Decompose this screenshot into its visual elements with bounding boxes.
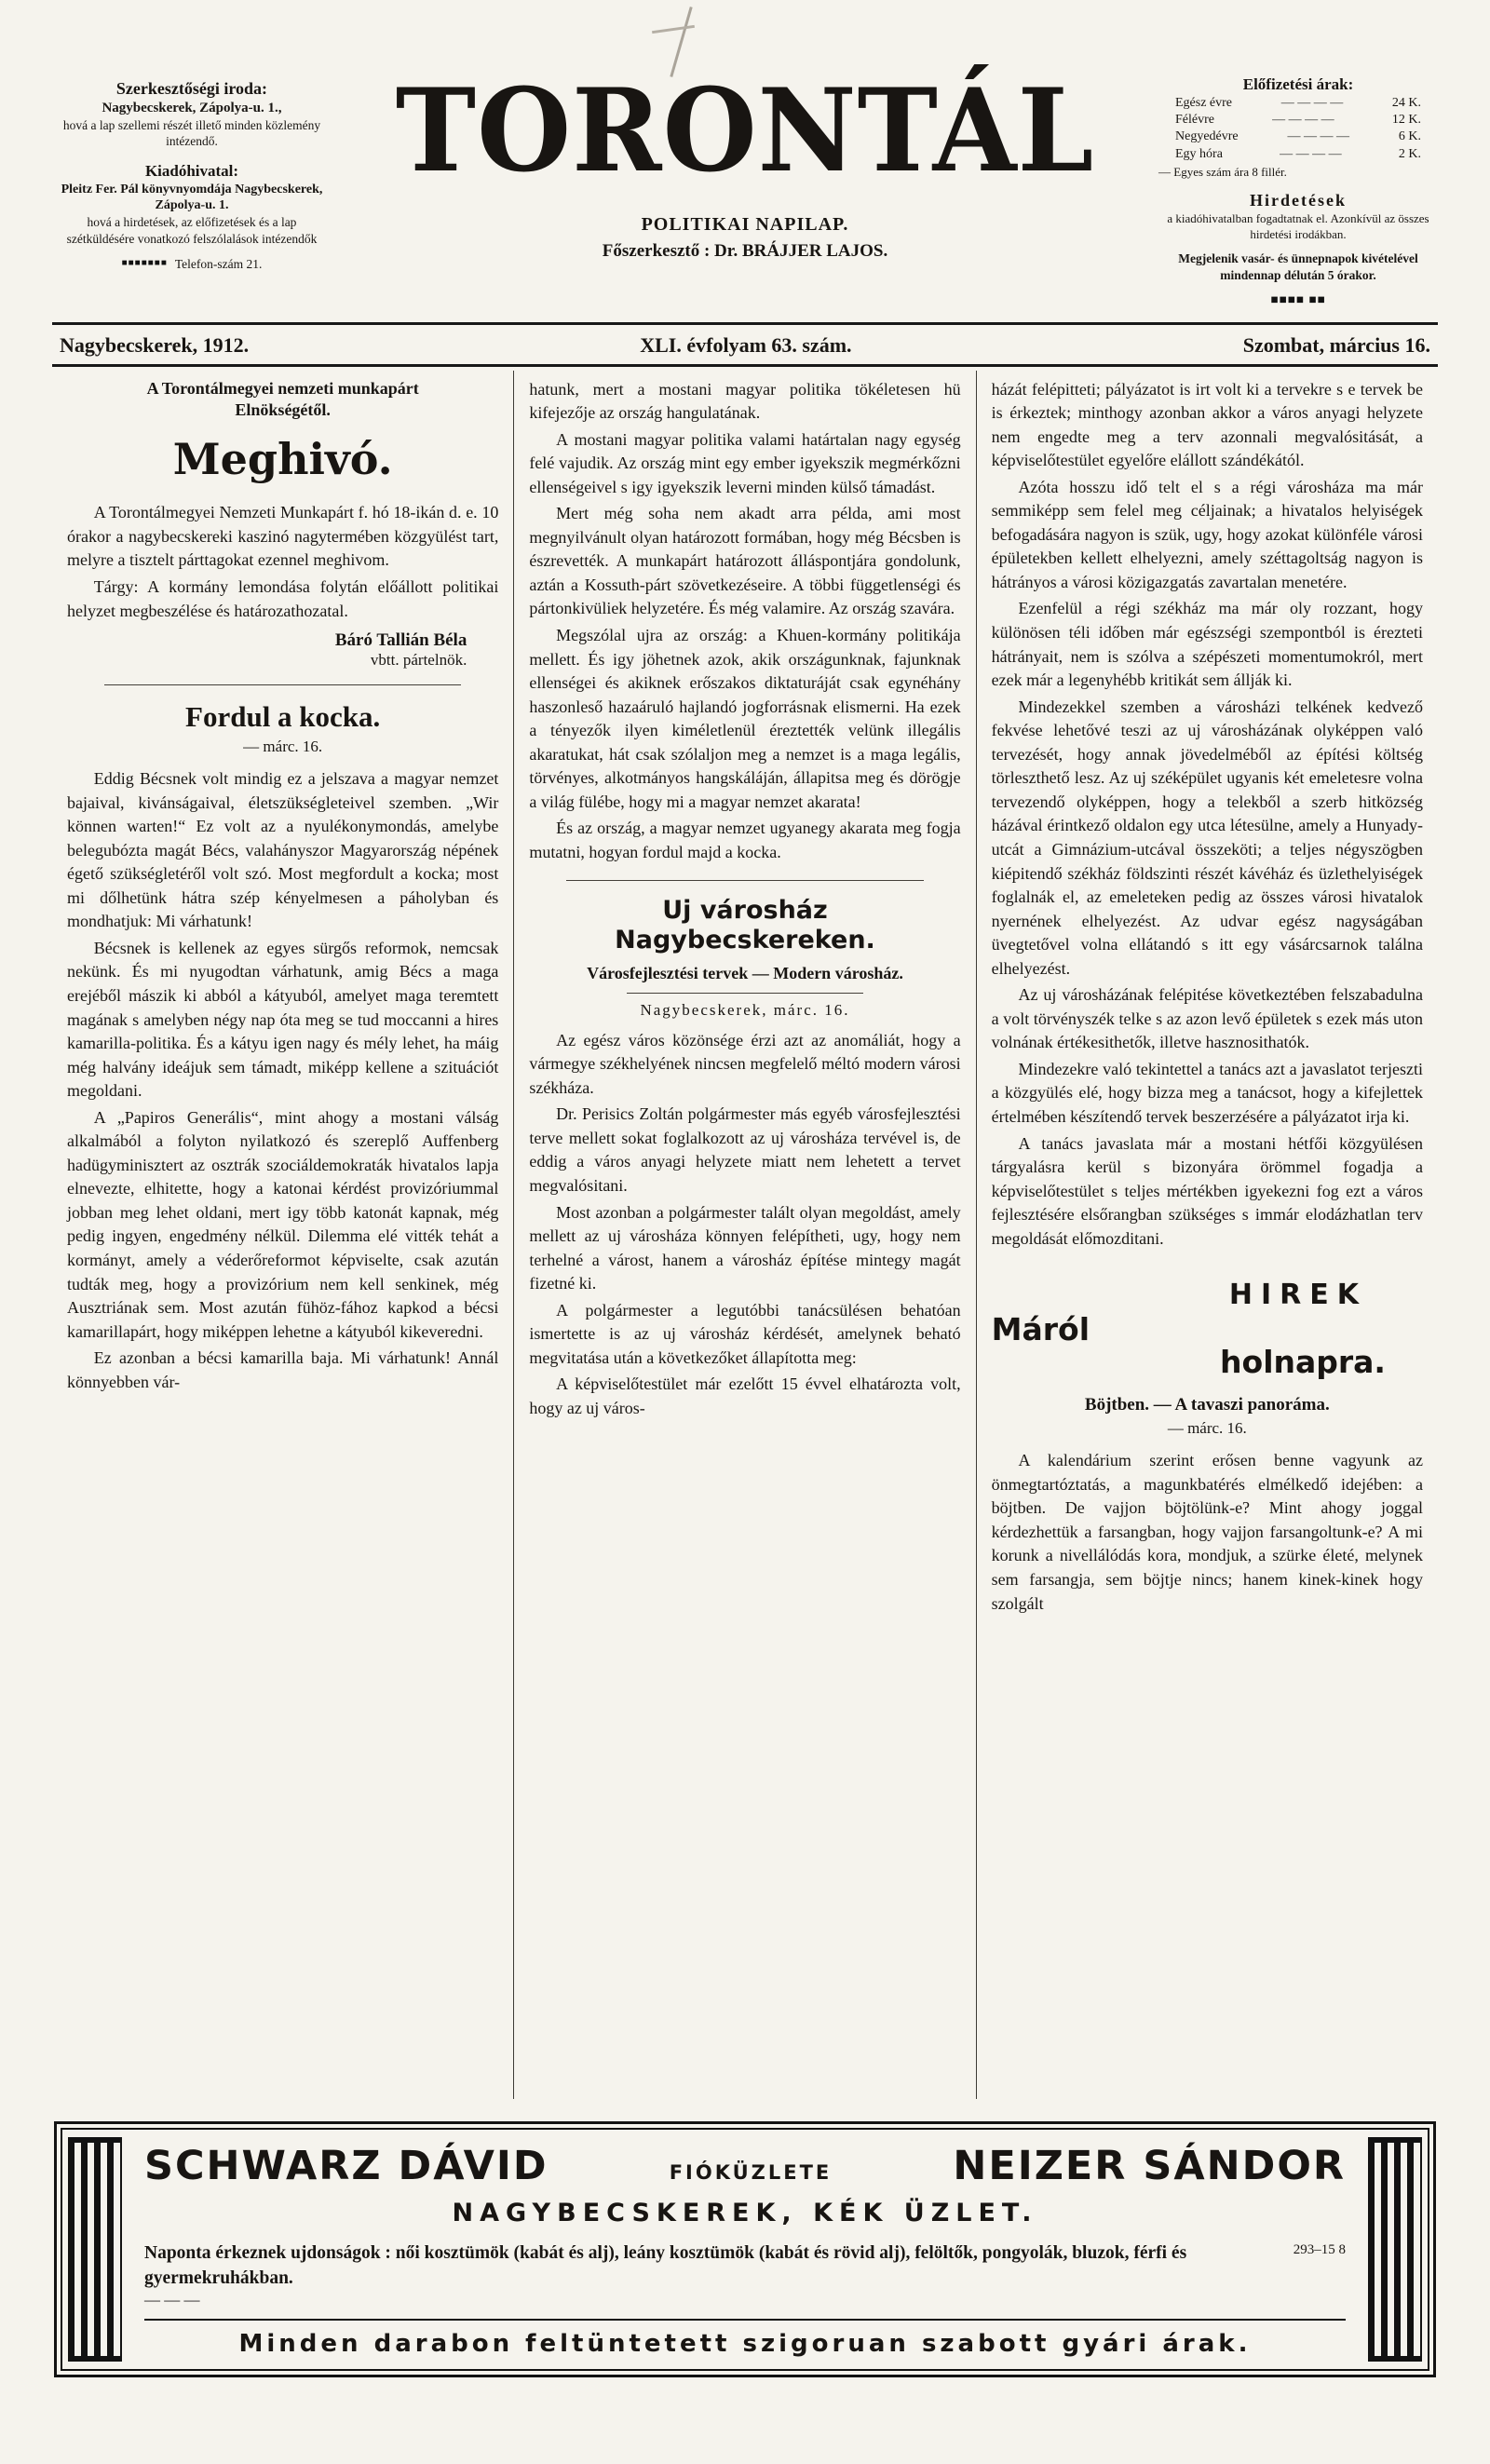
publisher-office-title: Kiadóhivatal: [144,161,239,180]
dateline-date: Szombat, március 16. [1242,332,1430,357]
ad-merchant-name: NEIZER SÁNDOR [953,2142,1346,2189]
paragraph: Megszólal ujra az ország: a Khuen-kormány politikája mellett. És igy jöhetnek azok, akik országunknak, fajunknak ellenségei és akiknek erőszakos diktaturáját csak egynéhány haszonleső hazaáruló hajlandó jogforrásnak elismerni. Ha ezek a tényezők ilyen kiméletlenül éreztették velünk illegális akaratukat, hát csak szólaljon meg a nemzet is a maga legális, törvényes, alkotmányos hangskáláján, állapitsa meg és dörögje a világ fülébe, hogy mi a magyar nemzet akarata! [529,626,961,811]
section-title-hirek: HIREK [1228,1279,1367,1312]
paragraph: A Torontálmegyei Nemzeti Munkapárt f. hó 18-ikán d. e. 10 órakor a nagybecskereki kaszinó nagytermében közgyülést tart, melyre a tisztelt párttagokat ezennel meghivom. [67,503,499,570]
paragraph: A polgármester a legutóbbi tanácsülésen behatóan ismertette is az uj városház kérdését, amelynek beható megvitatása után a következőket állapította meg: [529,1300,961,1367]
dateline-issue: XLI. évfolyam 63. szám. [640,332,852,357]
paragraph: Mert még soha nem akadt arra példa, ami most megnyilvánult olyan határozott formában, hogy még Bécsben is észrevették. A munkapárt határozott álláspontjára gondolunk, aztán a Kossuth-párt szövetkezéseire. A többi függetlenségi és pártonkivüliek helyzetére. És még valamire. Az ország szavára. [529,504,961,618]
signature-name: Báró Tallián Béla [334,630,467,651]
article-columns [52,371,1438,2099]
chief-editor-line: Főszerkesztő : Dr. BRÁJJER LAJOS. [602,241,888,262]
column-1 [52,371,513,2099]
section-subtitle: holnapra. [1220,1344,1386,1381]
price-dashes: — — — — [1280,96,1344,111]
ads-title: Hirdetések [1250,190,1347,210]
masthead-header [52,63,1438,309]
paragraph: Mindezekre való tekintettel a tanács azt a javaslatot terjeszti a közgyülés elé, hogy bizza meg a tanácsot, hogy a kifejlettek értelmében készítendő tervek beszerzésére a pályázatot irja ki. [991,1059,1423,1126]
price-row [1158,129,1438,145]
paragraph: A képviselőtestület már ezelőtt 15 évvel elhatározta volt, hogy az uj város- [529,1374,961,1417]
paragraph: A mostani magyar politika valami határtalan nagy egység felé vajudik. Az ország mint egy ember igyekszik megmérkőzni ellenségeivel s igy igyekszik leverni minden külső támadást. [529,429,961,496]
price-row [1158,95,1438,112]
article-date: — márc. 16. [243,738,323,756]
ad-border-ornament-right [1368,2137,1422,2362]
ad-headline-row [144,2143,1346,2189]
ad-border-ornament-left [68,2137,122,2362]
paragraph: Azóta hosszu idő telt el s a régi városháza ma már semmiképp sem felel meg céljainak; a hivatalos helyiségek befogadására nagyon is szük, ugy, hogy azokat különféle városi épületekben kellett elhelyezni, amely széttagoltság nagyon is hátrányos a városi közigazgatás zavartalan menetére. [991,477,1423,591]
single-copy-price: — Egyes szám ára 8 fillér. [1158,164,1287,179]
ad-merchant-name: SCHWARZ DÁVID [144,2142,549,2189]
telephone-row [52,256,332,272]
publisher-note: hová a hirdetések, az előfizetések és a lap szétküldésére vonatkozó felszólalások intézendők [66,215,318,246]
news-item-date: — márc. 16. [1167,1419,1247,1438]
ads-note: a kiadóhivatalban fogadtatnak el. Azonkívül az összes hirdetési irodákban. [1167,211,1429,242]
article-title: Fordul a kocka. [185,700,381,734]
subscription-box [1158,73,1438,309]
dateline [52,325,1438,364]
newspaper-title: TORONTÁL [395,63,1095,198]
paragraph: Dr. Perisics Zoltán polgármester más egyéb városfejlesztési terve mellett sokat foglalkozott az uj városháza tervével is, de eddig a város anyagi helyzete miatt nem lehetett a tervet megvalósitani. [529,1104,961,1195]
paragraph: És az ország, a magyar nemzet ugyanegy akarata meg fogja mutatni, hogyan fordul majd a kocka. [529,819,961,861]
section-subtitle: Máról [991,1311,1090,1348]
ad-reference-number: 293–15 8 [1293,2241,1346,2257]
editorial-office-note: hová a lap szellemi részét illető minden közlemény intézendő. [62,118,321,149]
price-row [1158,112,1438,129]
ad-branch-label: FIÓKÜZLETE [669,2160,833,2184]
squares-ornament: ■■■■■■■ [121,258,168,269]
price-value: 2 K. [1398,146,1421,161]
editorial-office-box [52,73,332,272]
paragraph: Ez azonban a bécsi kamarilla baja. Mi várhatunk! Annál könnyebben vár- [67,1348,499,1391]
price-label: Félévre [1175,113,1214,128]
squares-ornament: ■■■■ ■■ [1270,292,1326,307]
article-separator [104,684,461,685]
paragraph: Az egész város közönsége érzi azt az anomáliát, hogy a vármegye székhelyének nincsen megfelelő méltó modern városi székháza. [529,1030,961,1097]
meghivo-kicker: A Torontálmegyei nemzeti munkapárt [146,378,419,398]
masthead-center [332,63,1158,262]
price-value: 12 K. [1391,113,1421,128]
subscription-title: Előfizetési árak: [1242,75,1354,93]
article-dateline: Nagybecskerek, márc. 16. [640,1000,850,1019]
column-2 [513,371,975,2099]
price-dashes: — — — — [1280,146,1342,161]
advertisement-box [54,2121,1436,2378]
paragraph: Mindezekkel szemben a városházi telkének kedvező fekvése lehetővé teszi az uj városházának olyképpen való tervezését, hogy annak jövedelméből az építési költség törleszthető lesz. Az uj széképület ugyanis két emeletesre volna tervezendő olyképpen, hogy a telekből a szerb hitközség házával érintkező oldalon egy utca létesülne, amely a Hunyady-utcát a Gimnázium-utcával összeköti; a teljes négyszögben kiépitendő székház földszinti részét kávéház és üzlethelyiségek foglalnák el, az emeleteken pedig az összes városi hivatalok nyernének elhelyezést. Az udvar egész nagyságában üvegtetővel volna ellátandó s itt egy vásárcsarnok találna elhelyezést. [991,697,1423,978]
article-subtitle: Városfejlesztési tervek — Modern városház. [587,964,903,983]
price-dashes: — — — — [1272,113,1334,128]
dateline-place: Nagybecskerek, 1912. [60,332,250,357]
dateline-rule [52,364,1438,367]
subtitle-rule [627,993,864,994]
paragraph: A kalendárium szerint erősen benne vagyunk az önmegtartóztatás, a magunkbatérés elmélkedő idejében: a böjtben. De vajjon böjtölünk-e? Mint ahogy joggal kérdezhettük a farsangban, hogy vajjon farsangoltunk-e? A mi korunk a nivellálódás kora, mondjuk, a szürke életé, melynek sem farsangja, sem böjtje nincs; hanem kinek-kinek hogy szolgált [991,1451,1423,1613]
meghivo-kicker: Elnökségétől. [235,399,331,419]
paragraph: A tanács javaslata már a mostani hétfői közgyülésen tárgyalásra kerül s bizonyára örömmel fogadja a képviselőtestület s teljes mértékben igyekezni fog ezt a város fejlesztésére elsőrangban szükséges s immár elodázhatlan terv megoldását előmozditani. [991,1133,1423,1248]
signature-block [67,630,498,670]
ad-dash-ornament: — — — [144,2291,200,2309]
price-value: 6 K. [1398,129,1421,144]
signature-role: vbtt. pártelnök. [370,651,467,670]
ad-slogan: Minden darabon feltüntetett szigoruan szabott gyári árak. [144,2319,1346,2358]
price-value: 24 K. [1391,96,1421,111]
price-row [1158,146,1438,163]
price-dashes: — — — — [1287,129,1349,144]
editorial-office-title: Szerkesztőségi iroda: [115,79,268,98]
ad-location-line: NAGYBECSKEREK, KÉK ÜZLET. [452,2198,1038,2227]
ad-body-copy: Naponta érkeznek ujdonságok : női kosztümök (kabát és alj), leány kosztümök (kabát és rövid alj), felöltők, pongyolák, bluzok, férfi és gyermekruhákban. [144,2242,1187,2288]
publication-schedule: Megjelenik vasár- és ünnepnapok kivételével mindennap délután 5 órakor. [1178,250,1418,283]
paragraph: Eddig Bécsnek volt mindig ez a jelszava a magyar nemzet bajaival, kivánságaival, életszükségleteivel szemben. „Wir können warten!“ Ez volt az a nyulékonymondás, amelybe belegubózta magát Bécs, valahányszor Magyarország népének égető szükségletéről volt szó. Most megfordult a kocka; most mi dőlhetünk hátra szép kényelmesen a páholyban és mondhatjuk: Mi várhatunk! [67,769,499,931]
article-separator [566,880,923,881]
paragraph: Most azonban a polgármester talált olyan megoldást, amely mellett az uj városháza könnyen felépítheti, ugy, hogy nem terhelné a várost, hanem a városház építése mintegy magát fizetné ki. [529,1202,961,1293]
price-label: Egész évre [1175,96,1233,111]
news-item-title: Böjtben. — A tavaszi panoráma. [1084,1395,1330,1415]
paragraph: házát felépitteti; pályázatot is irt volt ki a tervekre s e tervek be is érkeztek; minthogy azonban akkor a város anyagi helyzete nem engedte meg a terv azonnali megvalósitását, a képviselőtestület egyelőre elállott szándékától. [991,379,1423,470]
paragraph: Az uj városházának felépitése következtében felszabadulna a volt törvényszék telke s az azon levő épületek s ezek más uton volnának értékesithetők, illetve hasznosithatók. [991,985,1423,1052]
pen-mark [652,25,695,34]
meghivo-title: Meghivó. [172,434,393,485]
newspaper-subtitle: POLITIKAI NAPILAP. [641,214,849,236]
ad-body-text [144,2241,1346,2292]
paragraph: A „Papiros Generális“, mint ahogy a mostani válság alkalmából a folyton nyilatkozó és szereplő Auffenberg hadügyminisztert az osztrák szociáldemokraták hivatalos lapja elnevezte, elhitette, hogy a katonai kérdést provizóriummal jobban meg lehet oldani, mert igy több katonát kapnak, még pedig ingyen, engedmény nélkül. Dilemma elé vitték tehát a kormányt, amely a véderőreformot képviselte, csak azután tudták meg, hogy a provizórium nem kell senkinek, még Ausztriának sem. Most azután fühöz-fához kapkod a bécsi kamarillapárt, hogy miképpen lehetne a kátyuból kikeveredni. [67,1107,499,1341]
telephone-number: Telefon-szám 21. [174,256,263,271]
article-title: Uj városház Nagybecskereken. [615,895,875,954]
advertisement-content [128,2130,1362,2370]
advertisement-frame [61,2128,1429,2372]
price-label: Negyedévre [1175,129,1239,144]
price-label: Egy hóra [1175,146,1223,161]
column-3 [976,371,1438,2099]
paragraph: Bécsnek is kellenek az egyes sürgős reformok, nemcsak nekünk. És mi nyugodtan várhatunk, amig Bécs a maga erejéből mászik ki abból a kátyuból, amelyet maga teremtett magának s amelyben négy nap óta meg se tud moccanni a hires kamarilla-politika. És a kátyu igen nagy és mély lehet, ha máig még halvány ideájuk sem támadt, miképp kellene a szituációt megoldani. [67,938,499,1101]
paragraph: Ezenfelül a régi székház ma már oly rozzant, hogy különösen téli időben már egészségi szempontból is érezteti hátrányait, nem is szólva a szépészeti momentumokról, mert ezek már a legenyhébb kritikát sem állják ki. [991,599,1423,690]
paragraph: Tárgy: A kormány lemondása folytán előállott politikai helyzet megbeszélése és határozathozatal. [67,576,499,620]
paragraph: hatunk, mert a mostani magyar politika tökéletesen hü kifejezője az ország hangulatának. [529,379,961,423]
editorial-office-address: Nagybecskerek, Zápolya-u. 1., [102,101,282,116]
publisher-name: Pleitz Fer. Pál könyvnyomdája Nagybecskerek, Zápolya-u. 1. [61,182,323,213]
